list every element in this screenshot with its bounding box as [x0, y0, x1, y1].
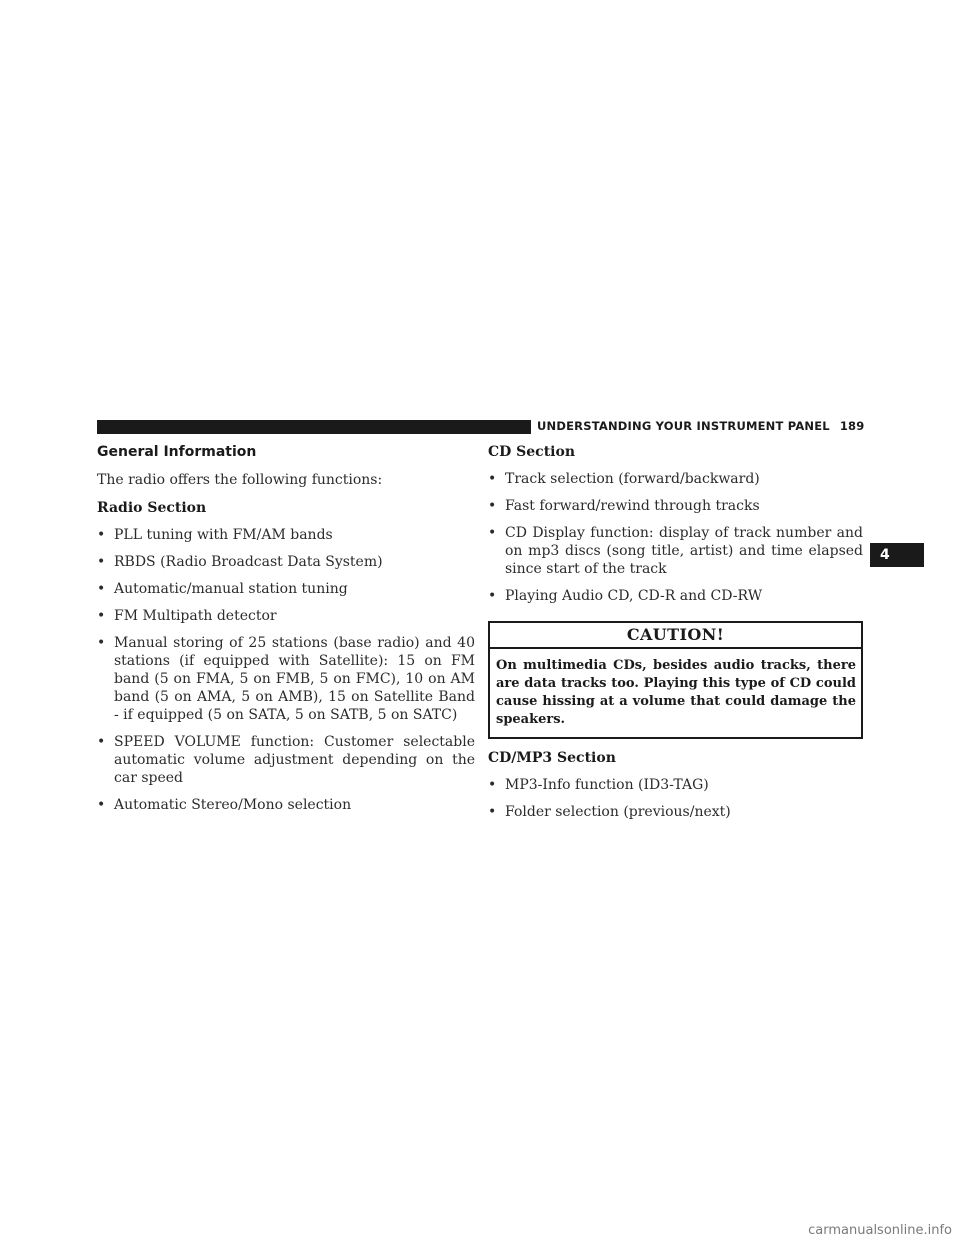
header-title: UNDERSTANDING YOUR INSTRUMENT PANEL: [537, 419, 830, 433]
cd-feature-list: [488, 470, 863, 605]
list-item: • MP3-Info function (ID3-TAG): [488, 776, 863, 794]
caution-box: [488, 621, 863, 739]
list-item: • Fast forward/rewind through tracks: [488, 497, 863, 515]
list-item: • Manual storing of 25 stations (base radio) and 40 stations (if equipped with Satellite): 15 on FM band (5 on FMA, 5 on FMB, 5 on FMC), 10 on AM band (5 on AMA, 5 on AMB), 15 on Satellite Band - if equipped (5 on SATA, 5 on SATB, 5 on SATC): [97, 634, 475, 724]
right-column: [488, 440, 863, 821]
mp3-section-title: CD/MP3 Section: [488, 750, 616, 766]
section-heading: General Information: [97, 444, 257, 460]
mp3-feature-list: [488, 776, 863, 821]
list-item: • Automatic Stereo/Mono selection: [97, 796, 475, 814]
list-item: • FM Multipath detector: [97, 607, 475, 625]
page-number: 189: [839, 419, 865, 433]
list-item: • PLL tuning with FM/AM bands: [97, 526, 475, 544]
list-item: • RBDS (Radio Broadcast Data System): [97, 553, 475, 571]
cd-section-title: CD Section: [488, 444, 576, 460]
intro-paragraph: The radio offers the following functions:: [97, 472, 383, 488]
list-item: • Playing Audio CD, CD-R and CD-RW: [488, 587, 863, 605]
running-header: [537, 419, 864, 433]
chapter-tab: 4: [870, 543, 924, 567]
radio-feature-list: [97, 526, 475, 814]
list-item: • Automatic/manual station tuning: [97, 580, 475, 598]
caution-text: On multimedia CDs, besides audio tracks, there are data tracks too. Playing this type of CD could cause hissing at a volume that could damage the speakers.: [496, 658, 856, 727]
list-item: • CD Display function: display of track number and on mp3 discs (song title, artist) and time elapsed since start of the track: [488, 524, 863, 578]
list-item: • Track selection (forward/backward): [488, 470, 863, 488]
left-column: [97, 440, 475, 814]
radio-section-title: Radio Section: [97, 500, 207, 516]
caution-title: CAUTION!: [490, 623, 861, 649]
watermark: carmanualsonline.info: [808, 1223, 952, 1238]
list-item: • SPEED VOLUME function: Customer selectable automatic volume adjustment depending on the car speed: [97, 733, 475, 787]
header-rule: [97, 420, 531, 434]
list-item: • Folder selection (previous/next): [488, 803, 863, 821]
